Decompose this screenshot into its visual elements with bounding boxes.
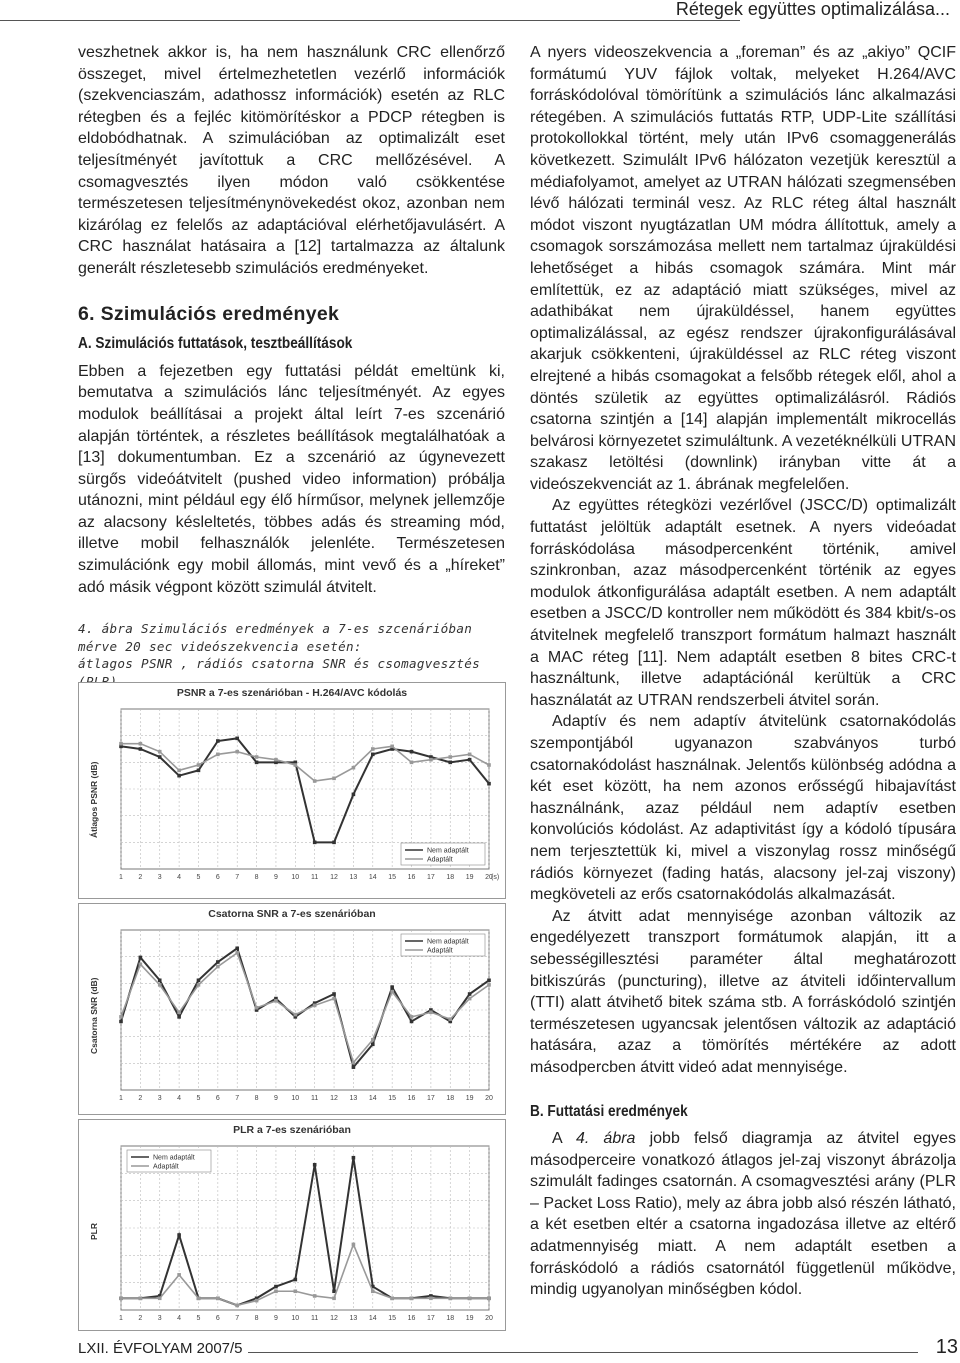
x-tick-label: 11: [311, 874, 319, 881]
snr-chart: [78, 903, 506, 1115]
x-tick-label: 18: [446, 1315, 455, 1322]
data-point: [352, 1156, 356, 1160]
data-point: [371, 1289, 375, 1293]
y-axis-label: PLR: [89, 1223, 99, 1240]
x-tick-label: 12: [330, 874, 338, 881]
figure-reference: 4. ábra: [575, 1130, 636, 1148]
data-point: [390, 1296, 394, 1300]
data-point: [274, 999, 278, 1003]
data-point: [448, 755, 452, 759]
x-tick-label: 11: [311, 1315, 319, 1322]
header-rule: [0, 20, 740, 21]
paragraph: veszhetnek akkor is, ha nem használunk CRC ellenőrző összeget, mivel értelmezhetetlen vezérlő információk (szekvenciaszám, adathossz információk) esetén az RLC rétegben és a fejléc kitömörítéskor a PDCP rétegben is eldobódhatnak. A szimulációban az optimalizált eset teljesítményét javítottuk a CRC mellőzésével. A csomagvesztés ilyen módon való csökkentése természetesen teljesítménynövekedést okoz, azonban nem kizárólag ez felelős az adaptációval elérhetőjavulásért. A CRC használat hatásaira a [12] tartalmazza az általunk generált részletesebb szimulációs eredményeket.: [78, 44, 505, 277]
data-point: [158, 983, 162, 987]
text-run: jobb felső diagramja az átvitel egyes másodperceire vonatkozó átlagos jel-zaj viszonyt ábrázolja szimulált fadinges csatornán. A csomagvesztési arány (PLR – Packet Loss Ratio), mely az ábra jobb alsó részén látható, a két esetben eltér a csatorna ingadozása illetve az eltérő adatmennyiség miatt. A nem adaptált esetben a forráskódoló a rádiós csatornától függetlenül működve, mindig ugyanolyan minőségben kódol.: [530, 1130, 957, 1299]
paragraph: Ebben a fejezetben egy futtatási példát emeltünk ki, bemutatva a szimulációs lánc teljesítményét. Az egyes modulok beállításai a projekt által leírt 7-es szcenárió alapján történtek, a részletes beállítások megtalálhatóak a [13] dokumentumban. Ez a szcenárió az úgynevezett sürgős videóátvitelt (pushed video information) próbálja utánozni, mint például egy élő hírműsor, melynek jellemzője az alacsony késleltetés, többes adás és streaming mód, illetve mobil felhasználók jelenléte. Természetesen szimulációnk egy mobil állomás, mint vevő és a „híreket” adó másik végpont között szimulál átvitelt.: [78, 362, 505, 596]
section-heading: 6. Szimulációs eredmények: [78, 302, 340, 325]
data-point: [294, 1289, 298, 1293]
data-point: [487, 978, 491, 982]
data-point: [216, 753, 220, 757]
paragraph: [530, 1128, 956, 1301]
y-axis-label: Átlagos PSNR (dB): [89, 761, 99, 838]
x-tick-label: 8: [254, 1095, 259, 1102]
data-point: [410, 761, 414, 765]
data-point: [313, 1004, 317, 1008]
data-point: [139, 742, 143, 746]
x-tick-label: 6: [215, 1315, 220, 1322]
paragraph: Az együttes rétegközi vezérlővel (JSCC/D) optimalizált futtatást jelöltük adaptált esetnek. A nyers videóadat forráskódolása másodpercenként történik, amivel szinkronban, azaz másodpercenként történik az egyes modulok átkonfigurálása adaptált esetben. A nem adaptált esetben a JSCC/D kontroller nem működött és 384 kbit/s-os átvitelnek megfelelő transzport formátum halmazt használt a MAC réteg [11]. Nem adaptált esetben 8 bites CRC-t használtunk, illetve adaptációnál kerültük a CRC használatát az UTRAN rendszerbeli átvitel során.: [530, 497, 956, 709]
data-point: [313, 1294, 317, 1298]
data-point: [332, 1296, 336, 1300]
x-tick-label: 4: [177, 1095, 182, 1102]
x-tick-label: 16: [407, 1095, 416, 1102]
data-point: [216, 965, 220, 969]
data-point: [371, 1038, 375, 1042]
data-point: [139, 1296, 143, 1300]
data-point: [158, 755, 162, 759]
x-tick-label: 10: [291, 874, 300, 881]
data-point: [177, 1233, 181, 1237]
paragraph: A nyers videoszekvencia a „foreman” és az „akiyo” QCIF formátumú YUV fájlok voltak, melyeket H.264/AVC forráskódolóval tömörítünk a szimulációs lánc alkalmazási rétegében. A szimulációs futtatás RTP, UDP-Lite szállítási protokollokkal történt, mely után IPv6 csomaggenerálás következett. Szimulált IPv6 hálózaton vezetjük keresztül a médiafolyamot, amelyet az UTRAN hálózati szegmensében lévő hálózati terminál vesz. Az RLC réteg által használt módot viszont nyugtázatlan UM módra állítottuk, amely a csomagok sorszámozása mellett nem tartalmaz újraküldési lehetőséget a hibás csomagok számára. Mint már említettük, ez az adaptáció miatt szükséges, mivel az adathibákat nem újraküldéssel, hanem együttes optimalizálással, az egész rendszer újrakonfigurálásával akarjuk csökkenteni, újraküldéssel az RLC réteg viszont elrejtené a hibás csomagokat a felsőbb rétegek elől, ahol a döntés születik az együttes optimalizálásról. Rádiós csatorna szintjén a [14] alapján implementált mikrocellás belvárosi környezetet szimuláltunk. A vezetéknélküli UTRAN szakasz letöltési (downlink) irányban vitte át a videószekvenciát az 1. ábrának megfelelően.: [530, 44, 956, 493]
legend-label: Adaptált: [427, 856, 453, 864]
x-tick-label: 14: [368, 1095, 377, 1102]
data-point: [197, 1296, 201, 1300]
x-tick-label: 14: [368, 1315, 377, 1322]
x-tick-label: 1: [119, 1095, 123, 1102]
data-point: [119, 1020, 123, 1024]
data-point: [313, 841, 317, 845]
chart-title: Csatorna SNR a 7-es szenárióban: [208, 908, 376, 920]
x-tick-label: 4: [177, 1315, 182, 1322]
x-tick-label: 8: [254, 874, 259, 881]
figure-charts: [78, 682, 506, 1335]
x-tick-label: 18: [446, 1095, 455, 1102]
caption-line: 4. ábra Szimulációs eredmények a 7-es szcenárióban: [78, 621, 473, 637]
legend-label: Adaptált: [427, 947, 453, 955]
snr-plot: [79, 904, 505, 1112]
data-point: [177, 1010, 181, 1014]
chart-title: PLR a 7-es szenárióban: [233, 1124, 351, 1136]
x-tick-label: 19: [465, 1095, 474, 1102]
data-point: [177, 769, 181, 773]
x-tick-label: 7: [235, 874, 240, 881]
y-axis-label: Csatorna SNR (dB): [89, 977, 99, 1054]
x-tick-label: 17: [426, 874, 435, 881]
x-tick-label: 15: [388, 1315, 397, 1322]
data-point: [313, 779, 317, 783]
data-point: [235, 946, 239, 950]
x-tick-label: 3: [157, 1095, 162, 1102]
running-head: [0, 0, 960, 28]
data-point: [410, 1020, 414, 1024]
x-tick-label: 10: [291, 1315, 300, 1322]
chart-title: PSNR a 7-es szenárióban - H.264/AVC kódolás: [176, 687, 408, 699]
data-point: [332, 777, 336, 781]
data-point: [332, 841, 336, 845]
x-tick-label: 20: [485, 1095, 493, 1102]
data-point: [487, 782, 491, 786]
data-point: [139, 962, 143, 966]
paragraph: Adaptív és nem adaptív átvitelünk csatornakódolás szempontjából ugyanazon szabványos turbó csatornakódolást használnak. Jelentős különbség adódna a két eset között, ha nem azonos erősségű hibajavítást használnánk, azaz például nem adaptív esetben konvolúciós kódolást. Az adaptivitást így a kódoló típusára nem terjesztettük ki, mivel a viszonylag rossz minőségű rádiós környezet (fading hatás, alacsony jel-zaj viszony) megköveteli az erős csatornakódolás alkalmazását.: [530, 713, 956, 904]
paragraph: Az átvitt adat mennyisége azonban változik az engedélyezett transzport formátumok alapján, itt a sebességillesztési paraméter által meghatározott bitkiszúrás (puncturing), illetve az átviteli időintervallum (TTI) alatt átvihető bitek száma stb. A forráskódoló szintjén természetesen ugyancsak jelentősen változik az adaptáció hatására, azaz a tömörítés mértékére az adott másodpercben átvitt videó adat mennyisége.: [530, 907, 956, 1076]
data-point: [352, 793, 356, 797]
x-tick-label: 16: [407, 1315, 416, 1322]
plr-chart: [78, 1119, 506, 1331]
data-point: [487, 1296, 491, 1300]
x-tick-label: 9: [273, 1095, 278, 1102]
data-point: [235, 750, 239, 754]
data-point: [487, 763, 491, 767]
data-point: [352, 1061, 356, 1065]
x-tick-label: 10: [291, 1095, 300, 1102]
x-tick-label: 7: [235, 1315, 240, 1322]
x-tick-label: 3: [157, 874, 162, 881]
data-point: [410, 1296, 414, 1300]
data-point: [410, 1015, 414, 1019]
data-point: [390, 985, 394, 989]
psnr-chart: [78, 682, 506, 899]
x-tick-label: 2: [138, 1315, 143, 1322]
data-point: [352, 766, 356, 770]
footer-rule: [248, 1352, 918, 1353]
data-point: [274, 1285, 278, 1289]
x-tick-label: 6: [215, 874, 220, 881]
data-point: [448, 761, 452, 765]
data-point: [158, 1296, 162, 1300]
data-point: [429, 1296, 433, 1300]
x-tick-label: 5: [196, 1315, 201, 1322]
data-point: [255, 1006, 259, 1010]
data-point: [197, 769, 201, 773]
data-point: [352, 1243, 356, 1247]
data-point: [158, 978, 162, 982]
x-tick-label: 2: [138, 874, 143, 881]
x-tick-label: 9: [273, 874, 278, 881]
data-point: [197, 978, 201, 982]
data-point: [390, 990, 394, 994]
x-tick-label: 4: [177, 874, 182, 881]
data-point: [352, 1065, 356, 1069]
data-point: [390, 745, 394, 749]
x-tick-label: 6: [215, 1095, 220, 1102]
data-point: [332, 992, 336, 996]
data-point: [371, 1042, 375, 1046]
running-title: Rétegek együttes optimalizálása...: [675, 0, 950, 19]
data-point: [468, 992, 472, 996]
data-point: [332, 997, 336, 1001]
data-point: [216, 960, 220, 964]
data-point: [371, 753, 375, 757]
data-point: [429, 1010, 433, 1014]
legend-label: Nem adaptált: [153, 1154, 195, 1162]
data-point: [235, 737, 239, 741]
data-point: [255, 755, 259, 759]
x-tick-label: 8: [254, 1315, 259, 1322]
plr-plot: [79, 1120, 505, 1328]
x-tick-label: 5: [196, 1095, 201, 1102]
data-point: [274, 758, 278, 762]
caption-line: mérve 20 sec videószekvencia esetén:: [78, 638, 362, 654]
x-tick-label: 19: [465, 1315, 474, 1322]
x-tick-label: 12: [330, 1095, 338, 1102]
left-column: [78, 42, 505, 696]
x-tick-label: 5: [196, 874, 201, 881]
data-point: [197, 763, 201, 767]
x-tick-label: 18: [446, 874, 455, 881]
data-point: [255, 761, 259, 765]
legend-label: Nem adaptált: [427, 938, 469, 946]
data-point: [468, 997, 472, 1001]
data-point: [119, 742, 123, 746]
data-point: [468, 758, 472, 762]
data-point: [216, 739, 220, 743]
data-point: [216, 1296, 220, 1300]
data-point: [294, 1278, 298, 1282]
x-tick-label: 14: [368, 874, 377, 881]
data-point: [410, 750, 414, 754]
data-point: [177, 1015, 181, 1019]
data-point: [235, 951, 239, 955]
data-point: [177, 1273, 181, 1277]
data-point: [294, 1013, 298, 1017]
x-tick-label: 13: [349, 1315, 358, 1322]
x-tick-label: 20: [485, 874, 493, 881]
data-point: [448, 1017, 452, 1021]
right-column: [530, 42, 956, 1301]
x-tick-label: 12: [330, 1315, 338, 1322]
x-tick-label: 15: [388, 1095, 397, 1102]
x-tick-label: 20: [485, 1315, 493, 1322]
data-point: [119, 1015, 123, 1019]
data-point: [177, 774, 181, 778]
subsection-heading-b: B. Futtatási eredmények: [530, 1102, 688, 1120]
data-point: [468, 1296, 472, 1300]
volume-label: LXII. ÉVFOLYAM 2007/5: [78, 1340, 243, 1357]
x-tick-label: 7: [235, 1095, 240, 1102]
x-tick-label: 17: [426, 1315, 435, 1322]
data-point: [274, 1289, 278, 1293]
legend-label: Nem adaptált: [427, 847, 469, 855]
data-point: [158, 750, 162, 754]
caption-line: átlagos PSNR , rádiós csatorna SNR és csomagvesztés: [78, 656, 480, 672]
data-point: [429, 758, 433, 762]
x-tick-label: 11: [311, 1095, 319, 1102]
figure-caption: [78, 620, 505, 690]
data-point: [255, 1299, 259, 1303]
data-point: [294, 763, 298, 767]
x-tick-label: 16: [407, 874, 416, 881]
subsection-heading-a: A. Szimulációs futtatások, tesztbeállítások: [78, 335, 353, 353]
psnr-plot: [79, 683, 505, 896]
x-tick-label: 15: [388, 874, 397, 881]
x-tick-label: 1: [119, 874, 123, 881]
data-point: [197, 983, 201, 987]
page-footer: [78, 1336, 958, 1362]
data-point: [448, 1296, 452, 1300]
data-point: [313, 1163, 317, 1167]
data-point: [235, 1304, 239, 1308]
x-tick-label: 19: [465, 874, 474, 881]
x-tick-label: 17: [426, 1095, 435, 1102]
x-tick-label: 2: [138, 1095, 143, 1102]
page-number: 13: [935, 1336, 958, 1358]
legend-label: Adaptált: [153, 1163, 179, 1171]
data-point: [119, 1296, 123, 1300]
data-point: [139, 956, 143, 960]
x-tick-label: 1: [119, 1315, 123, 1322]
x-axis-label: (s): [491, 874, 500, 881]
x-tick-label: 3: [157, 1315, 162, 1322]
data-point: [487, 983, 491, 987]
x-tick-label: 9: [273, 1315, 278, 1322]
data-point: [371, 747, 375, 751]
text-run: A: [552, 1130, 576, 1148]
x-tick-label: 13: [349, 1095, 358, 1102]
data-point: [468, 753, 472, 757]
data-point: [139, 747, 143, 751]
x-tick-label: 13: [349, 874, 358, 881]
